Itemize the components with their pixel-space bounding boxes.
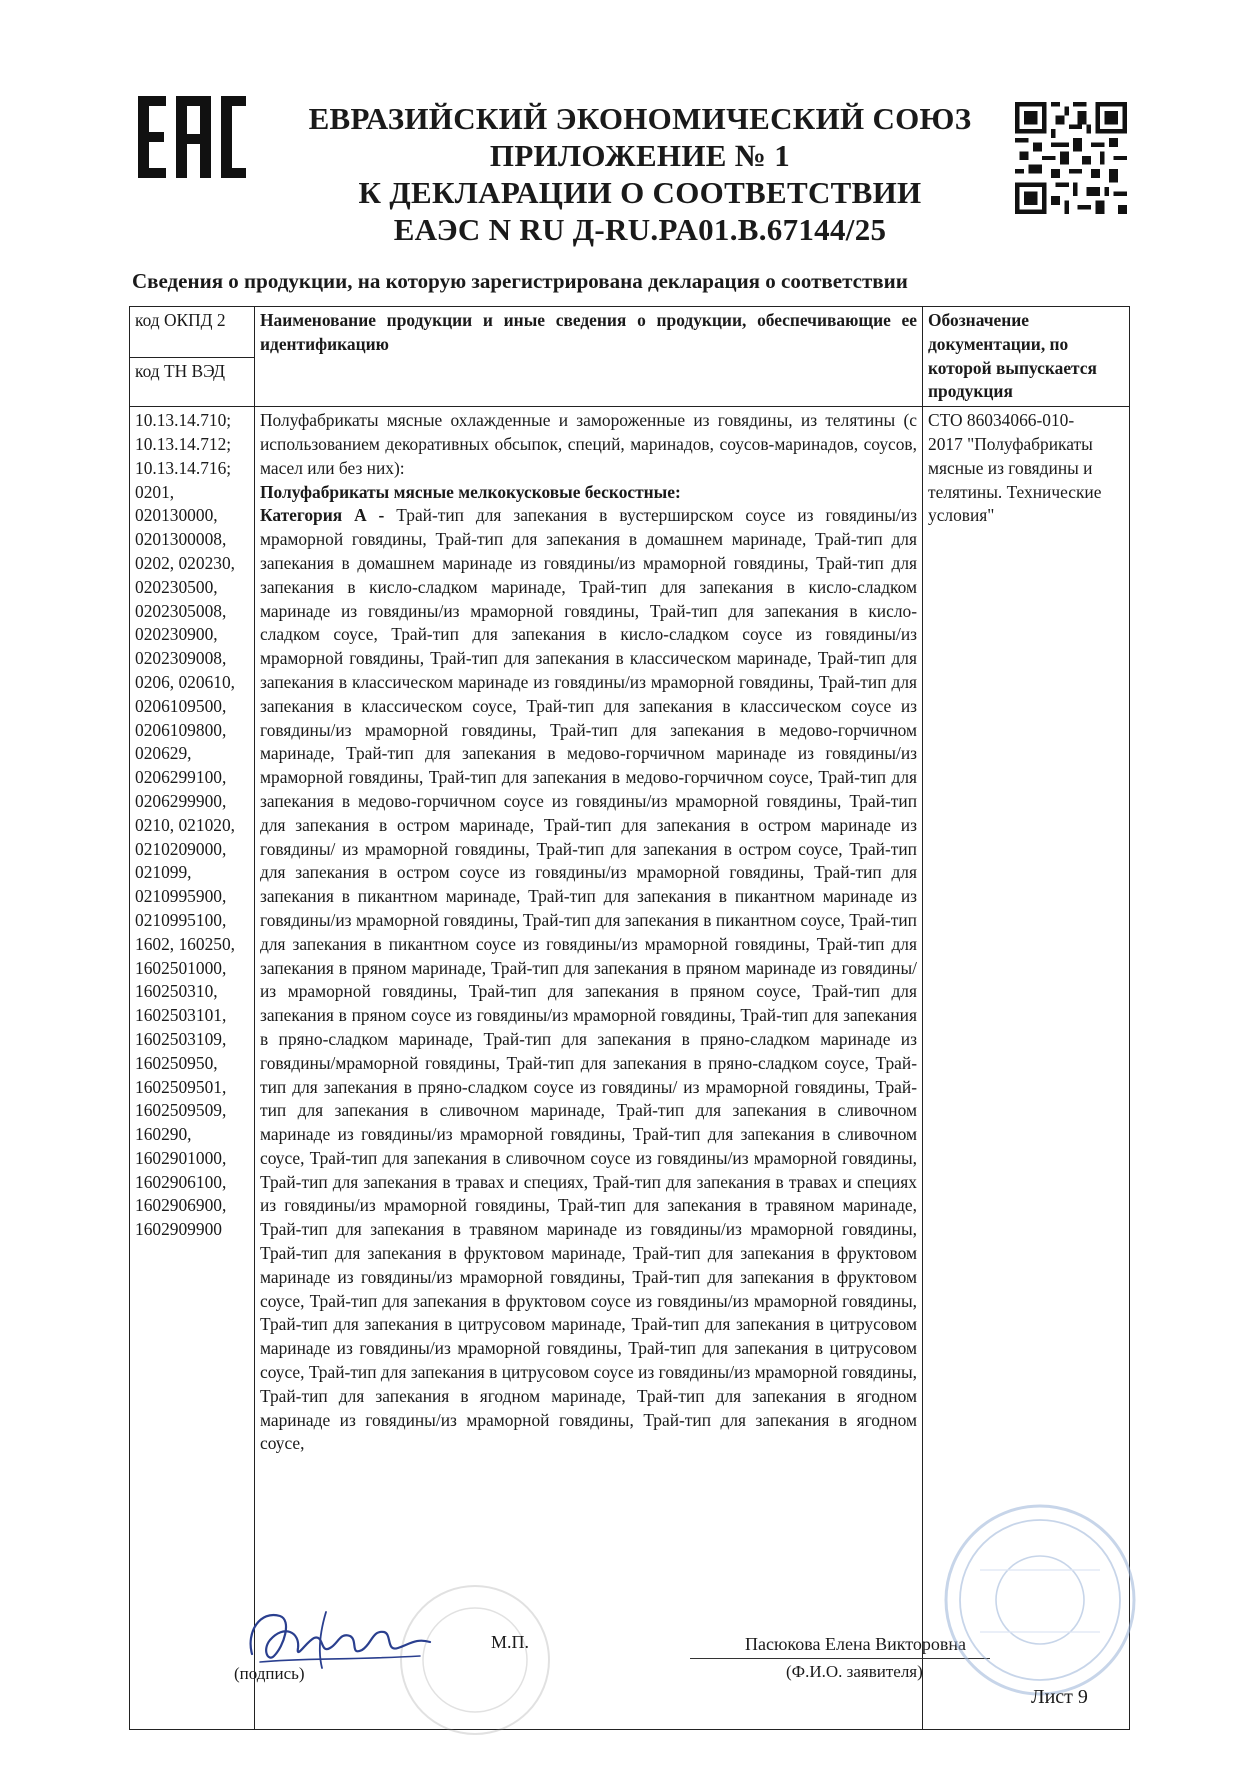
code-line: 10.13.14.712; — [135, 433, 232, 454]
code-line: 0201, — [135, 481, 175, 502]
code-line: 1602909900 — [135, 1219, 222, 1240]
signature-caption: (подпись) — [234, 1664, 305, 1683]
document-title — [290, 100, 990, 248]
product-intro: Полуфабрикаты мясные охлажденные и замороженные из говядины, из телятины (с использованием декоративных обсыпок, специй, маринадов, соусов-маринадов, соусов, масел или без них): — [260, 410, 917, 478]
code-line: 10.13.14.716; — [135, 457, 232, 478]
code-line: 0210995100, — [135, 909, 227, 930]
code-line: 020230900, — [135, 624, 218, 645]
code-line: 1602906100, — [135, 1171, 227, 1192]
code-line: 0201300008, — [135, 529, 227, 550]
doc-line: мясные из говядины и — [928, 457, 1093, 478]
header-tnved: код ТН ВЭД — [130, 358, 255, 407]
header-okpd: код ОКПД 2 — [130, 307, 255, 358]
product-text: Трай-тип для запекания в вустерширском соусе из говядины/из мраморной говядины, Трай-тип для запекания в домашнем маринаде, Трай-тип для запекания в домашнем маринаде из говядины/из мраморной говядины, Трай-тип для запекания в кисло-сладком маринаде, Трай-тип для запекания в кисло-сладком маринаде из говядины/из мраморной говядины, Трай-тип для запекания в кисло-сладком соусе, Трай-тип для запекания в кисло-сладком соусе из говядины/из мраморной говядины, Трай-тип для запекания в классическом маринаде, Трай-тип для запекания в классическом маринаде из говядины/из мраморной говядины, Трай-тип для запекания в классическом соусе, Трай-тип для запекания в классическом соусе из говядины/из мраморной говядины, Трай-тип для запекания в медово-горчичном маринаде, Трай-тип для запекания в медово-горчичном маринаде из говядины/из мраморной говядины, Трай-тип для запекания в медово-горчичном соусе, Трай-тип для запекания в медово-горчичном соусе из говядины/из мраморной говядины, Трай-тип для запекания в остром маринаде, Трай-тип для запекания в остром маринаде из говядины/ из мраморной говядины, Трай-тип для запекания в остром соусе, Трай-тип для запекания в остром соусе из говядины/из мраморной говядины, Трай-тип для запекания в пикантном маринаде, Трай-тип для запекания в пикантном маринаде из говядины/из мраморной говядины, Трай-тип для запекания в пикантном соусе, Трай-тип для запекания в пикантном соусе из говядины/из мраморной говядины, Трай-тип для запекания в пряном маринаде, Трай-тип для запекания в пряном маринаде из говядины/из мраморной говядины, Трай-тип для запекания в пряном соусе, Трай-тип для запекания в пряном соусе из говядины/из мраморной говядины, Трай-тип для запекания в пряно-сладком маринаде, Трай-тип для запекания в пряно-сладком маринаде из говядины/мраморной говядины, Трай-тип для запекания в пряно-сладком соусе, Трай-тип для запекания в пряно-сладком соусе из говядины/ из мраморной говядины, Трай-тип для запекания в сливочном маринаде, Трай-тип для запекания в сливочном маринаде из говядины/из мраморной говядины, Трай-тип для запекания в сливочном соусе, Трай-тип для запекания в сливочном соусе из говядины/из мраморной говядины, Трай-тип для запекания в травах и специях, Трай-тип для запекания в травах и специях из говядины/из мраморной говядины, Трай-тип для запекания в травяном маринаде, Трай-тип для запекания в травяном маринаде из говядины/из мраморной говядины, Трай-тип для запекания в фруктовом маринаде, Трай-тип для запекания в фруктовом маринаде из говядины/из мраморной говядины, Трай-тип для запекания в фруктовом соусе, Трай-тип для запекания в фруктовом соусе из говядины/из мраморной говядины, Трай-тип для запекания в цитрусовом маринаде, Трай-тип для запекания в цитрусовом маринаде из говядины/из мраморной говядины, Трай-тип для запекания в цитрусовом соусе, Трай-тип для запекания в цитрусовом соусе из говядины/из мраморной говядины, Трай-тип для запекания в ягодном маринаде, Трай-тип для запекания в ягодном маринаде из говядины/из мраморной говядины, Трай-тип для запекания в ягодном соусе, — [260, 505, 917, 1454]
code-line: 160250310, — [135, 981, 218, 1002]
title-line-number: ЕАЭС N RU Д-RU.PA01.B.67144/25 — [393, 212, 887, 247]
code-line: 0206299900, — [135, 790, 227, 811]
code-line: 0210209000, — [135, 838, 227, 859]
code-line: 020230500, — [135, 576, 218, 597]
applicant-signature — [240, 1602, 440, 1672]
code-line: 160250950, — [135, 1052, 218, 1073]
doc-line: телятины. Технические — [928, 481, 1102, 502]
code-line: 1602, 160250, — [135, 933, 235, 954]
header-product-name: Наименование продукции и иные сведения о продукции, обеспечивающие ее идентификацию — [255, 307, 923, 407]
code-line: 0206109800, — [135, 719, 227, 740]
header-row — [130, 307, 1130, 358]
code-line: 1602503101, — [135, 1005, 227, 1026]
seal-place-label: М.П. — [491, 1632, 530, 1652]
code-line: 10.13.14.710; — [135, 410, 232, 431]
code-line: 021099, — [135, 862, 192, 883]
title-line-union: ЕВРАЗИЙСКИЙ ЭКОНОМИЧЕСКИЙ СОЮЗ — [308, 101, 972, 136]
product-description-cell — [255, 407, 923, 1730]
title-line-declaration: К ДЕКЛАРАЦИИ О СООТВЕТСТВИИ — [358, 175, 922, 210]
codes-cell — [130, 407, 255, 1730]
code-line: 0206, 020610, — [135, 671, 235, 692]
code-line: 0210, 021020, — [135, 814, 235, 835]
code-line: 0206299100, — [135, 767, 227, 788]
code-line: 0202309008, — [135, 648, 227, 669]
applicant-caption: (Ф.И.О. заявителя) — [786, 1662, 923, 1681]
doc-line: СТО 86034066-010- — [928, 410, 1075, 431]
code-line: 1602501000, — [135, 957, 227, 978]
code-line: 1602901000, — [135, 1147, 227, 1168]
code-line: 020130000, — [135, 505, 218, 526]
doc-line: условия" — [928, 505, 995, 526]
code-line: 160290, — [135, 1124, 192, 1145]
sheet-number: Лист 9 — [1031, 1686, 1088, 1708]
code-line: 020629, — [135, 743, 192, 764]
subtitle: Сведения о продукции, на которую зарегистрирована декларация о соответствии — [132, 269, 908, 293]
code-line: 0210995900, — [135, 886, 227, 907]
header-documentation: Обозначение документации, по которой выпускается продукция — [923, 307, 1130, 407]
code-line: 1602906900, — [135, 1195, 227, 1216]
code-line: 0202305008, — [135, 600, 227, 621]
code-line: 0202, 020230, — [135, 552, 235, 573]
blue-round-stamp — [940, 1500, 1140, 1700]
code-line: 1602509509, — [135, 1100, 227, 1121]
doc-line: 2017 "Полуфабрикаты — [928, 433, 1093, 454]
title-line-appendix: ПРИЛОЖЕНИЕ № 1 — [489, 138, 791, 173]
applicant-name: Пасюкова Елена Викторовна — [745, 1634, 966, 1654]
code-line: 1602503109, — [135, 1028, 227, 1049]
product-group: Полуфабрикаты мясные мелкокусковые бескостные: — [260, 481, 681, 502]
eac-logo — [138, 96, 246, 178]
qr-code — [1015, 102, 1127, 214]
code-line: 1602509501, — [135, 1076, 227, 1097]
product-category: Категория А - — [260, 505, 385, 526]
code-line: 0206109500, — [135, 695, 227, 716]
